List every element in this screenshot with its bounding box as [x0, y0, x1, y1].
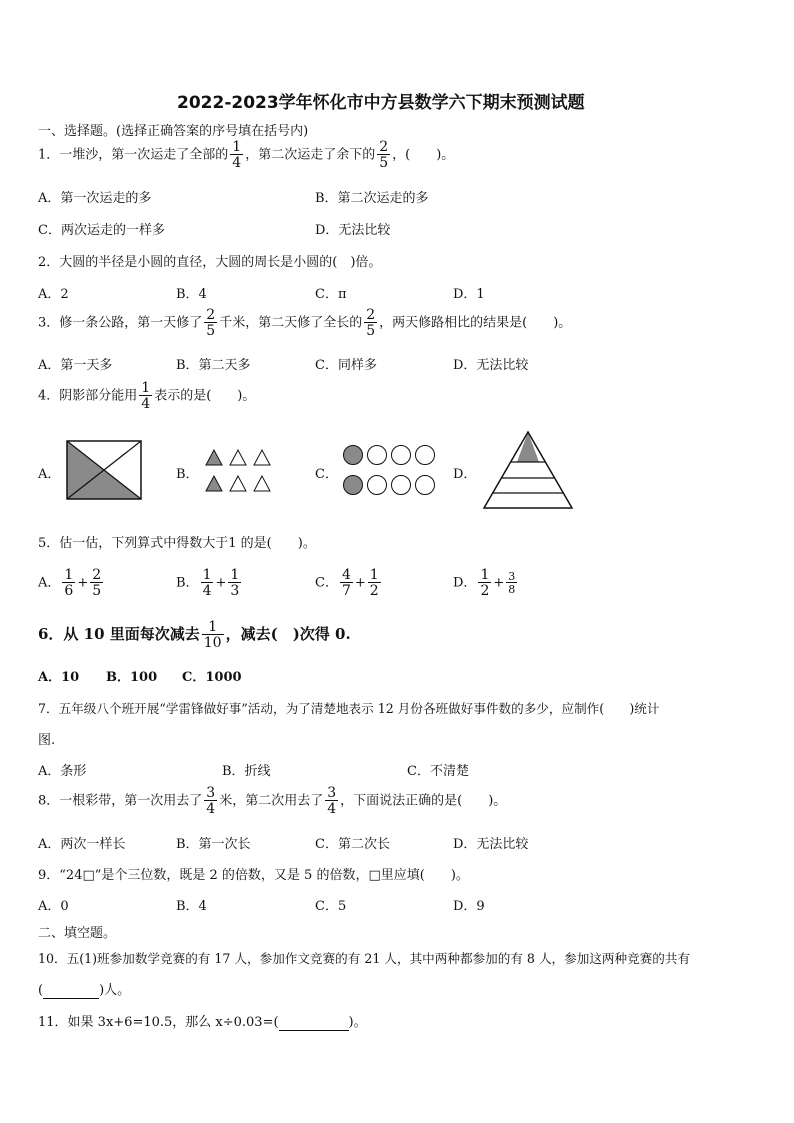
- denominator: 5: [92, 583, 102, 599]
- denominator: 3: [230, 583, 240, 599]
- striped-triangle-figure: [482, 430, 574, 510]
- question-text: ，下面说法正确的是( )。: [340, 793, 507, 809]
- fraction: [325, 786, 338, 816]
- option-a: A．2: [38, 287, 69, 302]
- option-c: C．第二次长: [315, 837, 390, 852]
- option-d: D．9: [453, 899, 485, 914]
- plus-sign: +: [215, 575, 227, 591]
- option-c: C．: [315, 467, 338, 482]
- option-b: B．第二次运走的多: [315, 191, 429, 206]
- fraction: [90, 568, 103, 598]
- option-a: A．条形: [38, 764, 87, 779]
- question-9: 9．“24□”是个三位数，既是 2 的倍数，又是 5 的倍数，□里应填( )。: [38, 868, 469, 883]
- question-text: 米，第二次用去了: [219, 793, 324, 809]
- denominator: 2: [369, 583, 379, 599]
- option-a: A．: [38, 467, 61, 482]
- option-a: A．0: [38, 899, 69, 914]
- fraction: [377, 140, 390, 170]
- fraction: [368, 568, 381, 598]
- denominator: 4: [206, 801, 216, 817]
- question-7: 7．五年级八个班开展“学雷锋做好事”活动，为了清楚地表示 12 月份各班做好事件数的多少，应制作( )统计: [38, 701, 660, 716]
- numerator: 3: [206, 785, 216, 801]
- numerator: 1: [64, 567, 74, 583]
- section-heading-fill: 二、填空题。: [38, 926, 117, 941]
- option-d: D．: [453, 467, 477, 482]
- option-c: C．1000: [182, 670, 242, 685]
- option-label: D．: [453, 575, 477, 591]
- question-text: 3．修一条公路，第一天修了: [38, 315, 203, 331]
- question-1: [38, 140, 454, 170]
- fraction: [204, 786, 217, 816]
- question-4: [38, 381, 255, 411]
- fraction: [228, 568, 241, 598]
- question-2: 2．大圆的半径是小圆的直径，大圆的周长是小圆的( )倍。: [38, 255, 382, 270]
- option-a: A．两次一样长: [38, 837, 126, 852]
- section-heading-choice: 一、选择题。(选择正确答案的序号填在括号内): [38, 124, 309, 139]
- question-5: 5．估一估，下列算式中得数大于1 的是( )。: [38, 536, 316, 551]
- option-a: [38, 568, 105, 598]
- plus-sign: +: [354, 575, 366, 591]
- numerator: 1: [369, 567, 379, 583]
- question-3: [38, 308, 571, 338]
- denominator: 4: [327, 801, 337, 817]
- option-c: C．两次运走的一样多: [38, 223, 165, 238]
- option-b: B．第二天多: [176, 358, 251, 373]
- question-text: )人。: [99, 983, 131, 998]
- option-label: A．: [38, 575, 61, 591]
- denominator: 2: [480, 583, 490, 599]
- fraction: [340, 568, 353, 598]
- fraction: [62, 568, 75, 598]
- denominator: 5: [366, 323, 376, 339]
- option-b: B．折线: [222, 764, 271, 779]
- triangles-figure: [204, 448, 272, 494]
- question-7-cont: 图.: [38, 733, 56, 748]
- plus-sign: +: [77, 575, 89, 591]
- numerator: 4: [341, 567, 351, 583]
- numerator: 1: [141, 380, 151, 396]
- option-c: C．5: [315, 899, 347, 914]
- option-label: B．: [176, 575, 199, 591]
- option-b: B．4: [176, 287, 207, 302]
- denominator: 10: [203, 635, 222, 651]
- fraction: [202, 620, 224, 650]
- question-10: 10．五(1)班参加数学竞赛的有 17 人，参加作文竞赛的有 21 人，其中两种都参加的有 8 人，参加这两种竞赛的共有: [38, 951, 691, 966]
- denominator: 8: [508, 583, 516, 596]
- question-text: )。: [348, 1015, 367, 1030]
- rectangle-figure: [66, 440, 142, 500]
- answer-blank[interactable]: [279, 1015, 349, 1031]
- fraction: [230, 140, 243, 170]
- question-11: [38, 1011, 367, 1031]
- denominator: 4: [202, 583, 212, 599]
- numerator: 1: [480, 567, 490, 583]
- option-d: D．1: [453, 287, 485, 302]
- option-b: B．第一次长: [176, 837, 251, 852]
- fraction: [506, 571, 517, 595]
- question-text: ，减去( )次得 0.: [225, 625, 351, 643]
- numerator: 1: [208, 619, 218, 635]
- question-text: 6．从 10 里面每次减去: [38, 625, 200, 643]
- fraction: [139, 381, 152, 411]
- option-a: A．第一天多: [38, 358, 113, 373]
- question-text: 1．一堆沙，第一次运走了全部的: [38, 147, 229, 163]
- plus-sign: +: [493, 575, 505, 591]
- fraction: [204, 308, 217, 338]
- numerator: 1: [230, 567, 240, 583]
- denominator: 4: [141, 396, 151, 412]
- option-d: D．无法比较: [453, 358, 529, 373]
- question-6: [38, 620, 351, 650]
- option-d: D．无法比较: [315, 223, 391, 238]
- fraction: [364, 308, 377, 338]
- numerator: 1: [202, 567, 212, 583]
- denominator: 4: [232, 155, 242, 171]
- option-c: C．π: [315, 287, 347, 302]
- question-text: 表示的是( )。: [154, 388, 256, 404]
- option-b: B．: [176, 467, 199, 482]
- question-text: ，( )。: [392, 147, 455, 163]
- option-c: [315, 568, 383, 598]
- option-c: C．同样多: [315, 358, 377, 373]
- denominator: 6: [64, 583, 74, 599]
- denominator: 5: [206, 323, 216, 339]
- question-8: [38, 786, 506, 816]
- question-10-cont: [38, 979, 130, 999]
- option-d: D．无法比较: [453, 837, 529, 852]
- answer-blank[interactable]: [43, 983, 99, 999]
- denominator: 5: [379, 155, 389, 171]
- numerator: 2: [92, 567, 102, 583]
- numerator: 2: [366, 307, 376, 323]
- option-b: B．100: [106, 670, 158, 685]
- option-d: [453, 568, 519, 598]
- option-b: [176, 568, 243, 598]
- question-text: 8．一根彩带，第一次用去了: [38, 793, 203, 809]
- question-text: 4．阴影部分能用: [38, 388, 138, 404]
- option-c: C．不清楚: [407, 764, 469, 779]
- fraction: [201, 568, 214, 598]
- question-text: ，第二次运走了余下的: [245, 147, 376, 163]
- option-b: B．4: [176, 899, 207, 914]
- question-text: 11．如果 3x+6=10.5，那么 x÷0.03=(: [38, 1015, 279, 1030]
- page-title: 2022-2023学年怀化市中方县数学六下期末预测试题: [177, 93, 585, 113]
- denominator: 7: [341, 583, 351, 599]
- numerator: 2: [206, 307, 216, 323]
- numerator: 3: [508, 570, 516, 583]
- option-a: A．10: [38, 670, 80, 685]
- circles-figure: [342, 444, 438, 498]
- numerator: 1: [232, 139, 242, 155]
- option-a: A．第一次运走的多: [38, 191, 152, 206]
- fraction: [478, 568, 491, 598]
- question-text: 千米，第二天修了全长的: [219, 315, 363, 331]
- option-label: C．: [315, 575, 338, 591]
- numerator: 3: [327, 785, 337, 801]
- question-text: ，两天修路相比的结果是( )。: [379, 315, 572, 331]
- paren-open: (: [38, 983, 44, 998]
- numerator: 2: [379, 139, 389, 155]
